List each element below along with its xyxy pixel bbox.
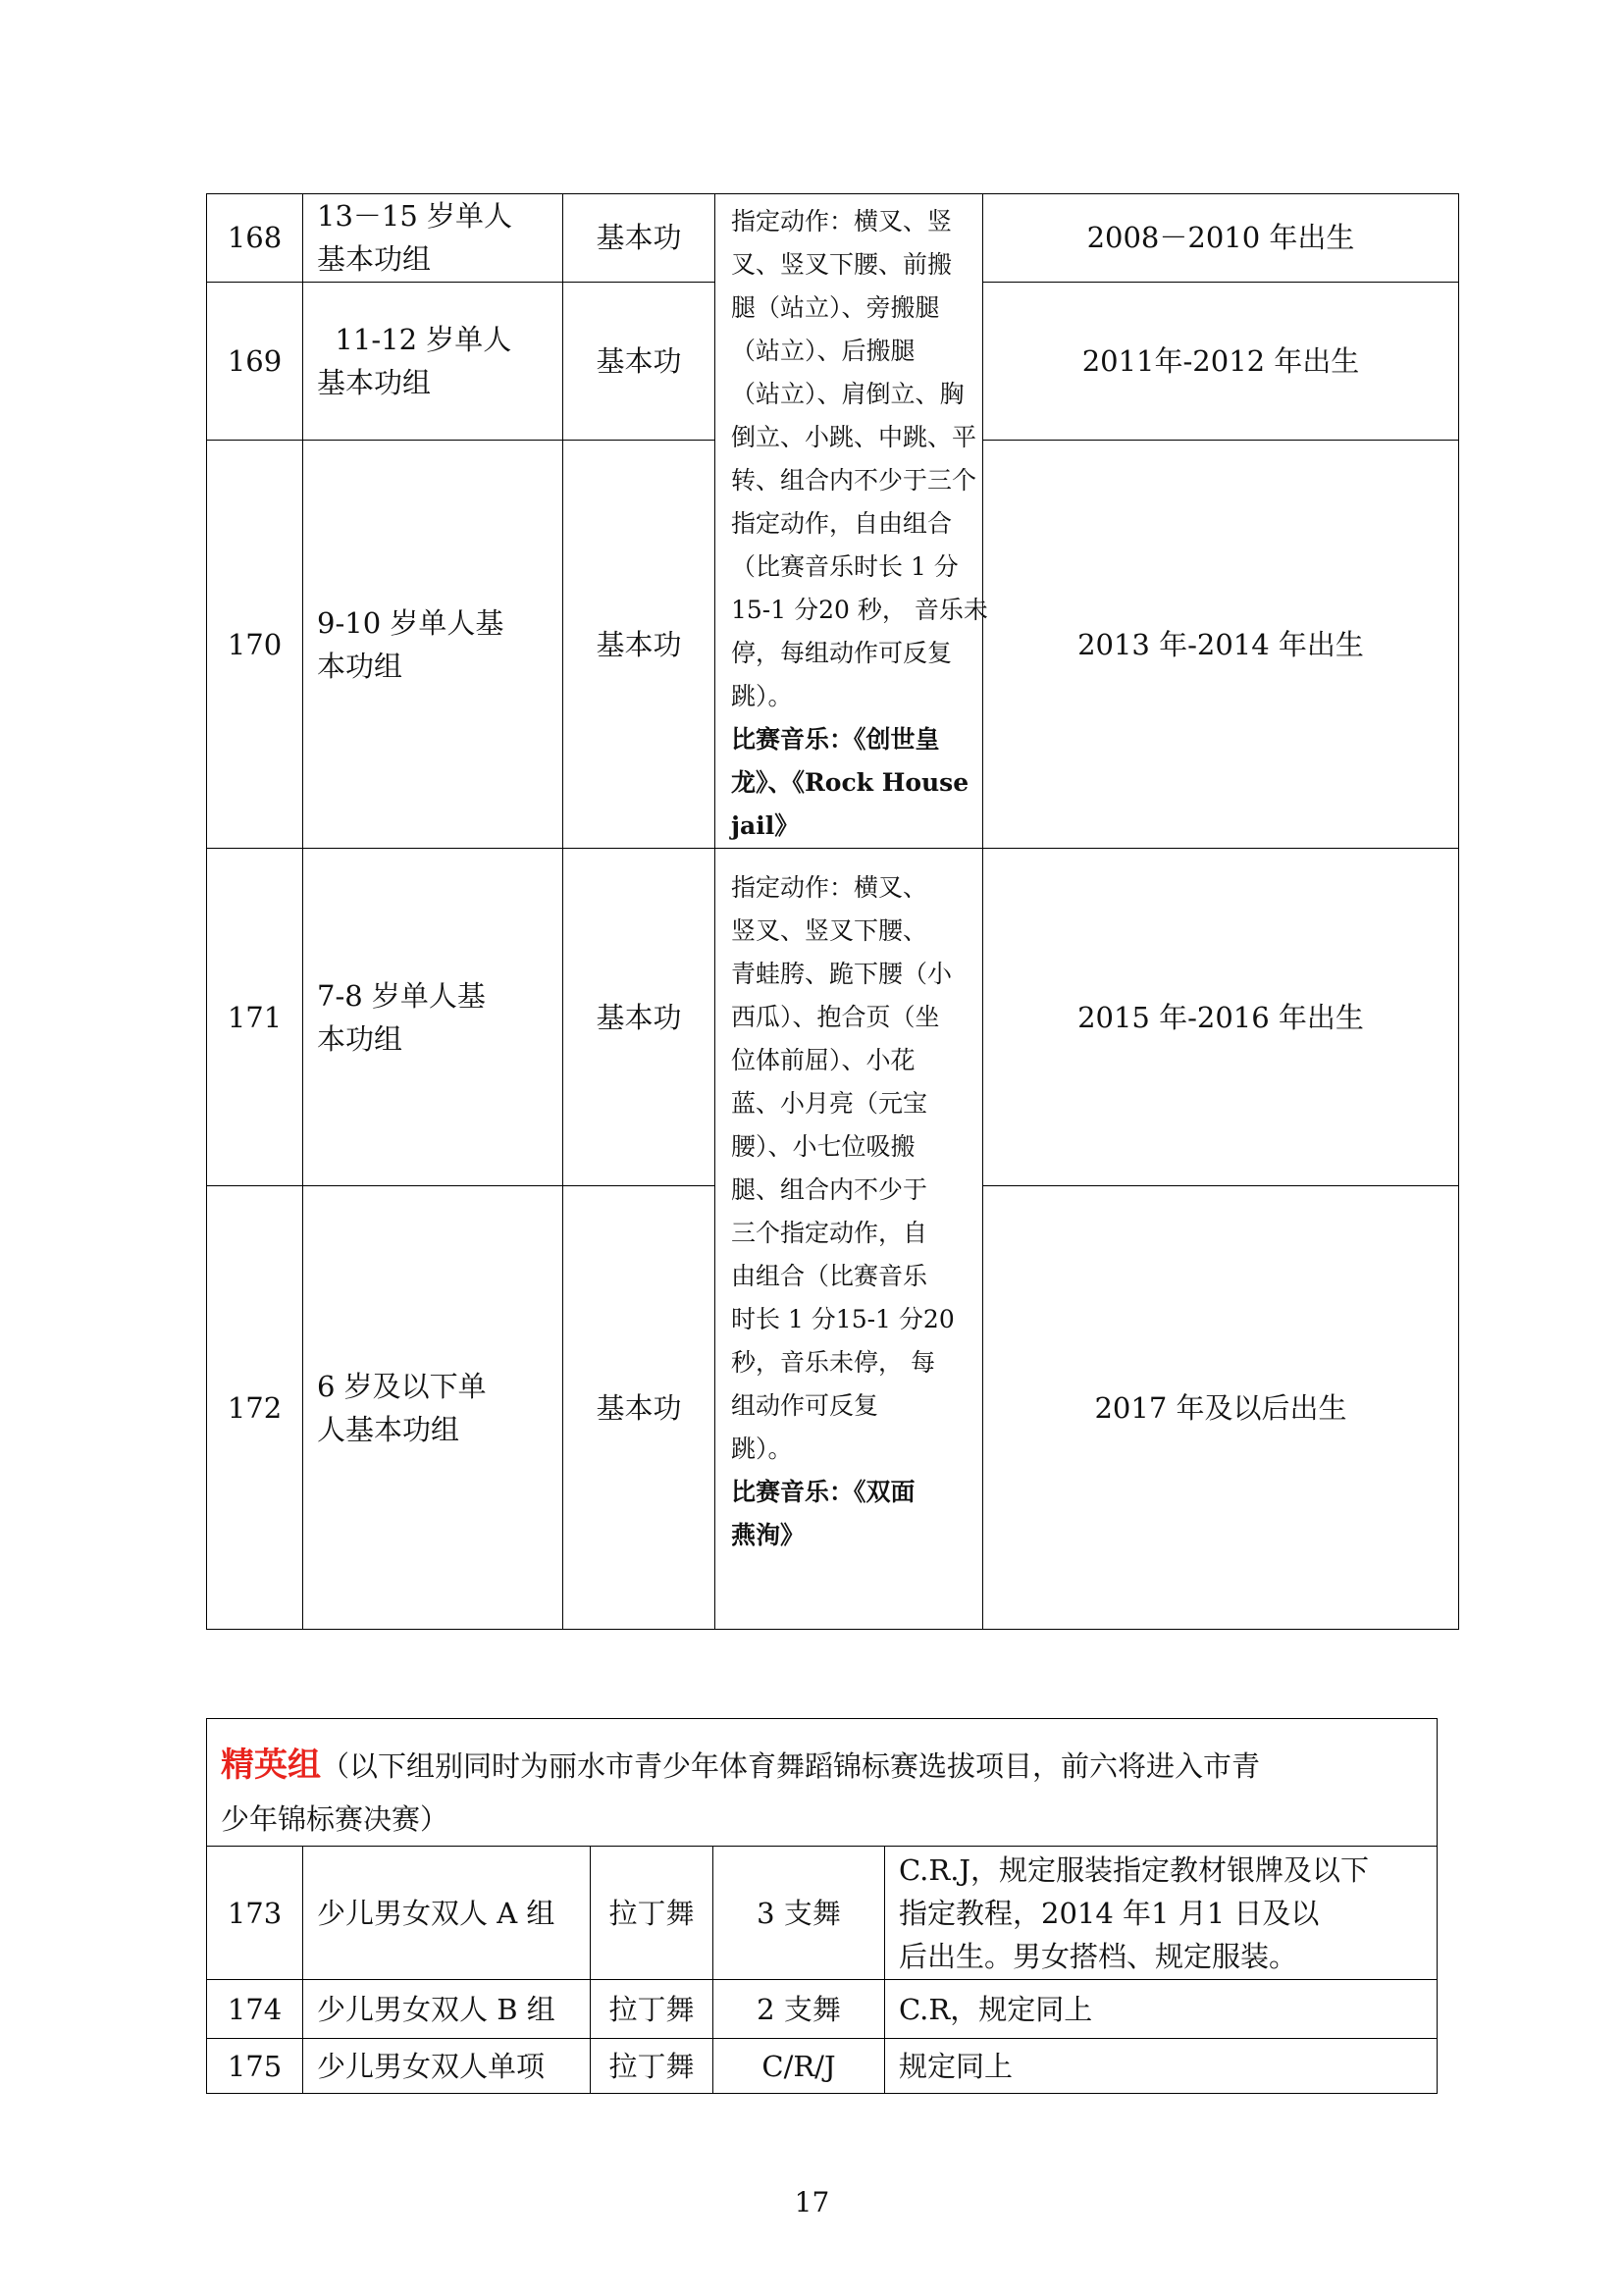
row-number: 173 bbox=[207, 1847, 303, 1980]
dance-type: 拉丁舞 bbox=[591, 2039, 713, 2094]
elite-header: 精英组（以下组别同时为丽水市青少年体育舞蹈锦标赛选拔项目，前六将进入市青 少年锦标赛决赛） bbox=[207, 1719, 1438, 1847]
birth-requirement: 2011年-2012 年出生 bbox=[983, 282, 1459, 440]
page-number: 17 bbox=[794, 2186, 830, 2218]
birth-requirement: 2013 年-2014 年出生 bbox=[983, 441, 1459, 849]
dance-type: 拉丁舞 bbox=[591, 1847, 713, 1980]
table-row bbox=[207, 1847, 1438, 1980]
table-row bbox=[207, 2039, 1438, 2094]
elite-title: 精英组 bbox=[221, 1746, 321, 1785]
requirement: C.R，规定同上 bbox=[885, 1980, 1438, 2039]
group-name: 7-8 岁单人基 本功组 bbox=[303, 849, 563, 1186]
requirement: 规定同上 bbox=[885, 2039, 1438, 2094]
table-row bbox=[207, 1980, 1438, 2039]
row-number: 172 bbox=[207, 1186, 303, 1630]
dance-count: C/R/J bbox=[713, 2039, 885, 2094]
dance-type: 拉丁舞 bbox=[591, 1980, 713, 2039]
group-name: 少儿男女双人 B 组 bbox=[303, 1980, 591, 2039]
dance-type: 基本功 bbox=[563, 441, 715, 849]
group-name: 9-10 岁单人基 本功组 bbox=[303, 441, 563, 849]
basic-skills-table bbox=[206, 193, 1459, 1630]
requirement: C.R.J，规定服装指定教材银牌及以下 指定教程，2014 年1 月1 日及以 后出生。男女搭档、规定服装。 bbox=[885, 1847, 1438, 1980]
dance-type: 基本功 bbox=[563, 849, 715, 1186]
elite-group-table bbox=[206, 1718, 1438, 2094]
birth-requirement: 2017 年及以后出生 bbox=[983, 1186, 1459, 1630]
row-number: 169 bbox=[207, 282, 303, 440]
elite-header-row bbox=[207, 1719, 1438, 1847]
row-number: 175 bbox=[207, 2039, 303, 2094]
group-name: 11-12 岁单人 基本功组 bbox=[303, 282, 563, 440]
group-name: 少儿男女双人 A 组 bbox=[303, 1847, 591, 1980]
table-row bbox=[207, 849, 1459, 1186]
dance-count: 3 支舞 bbox=[713, 1847, 885, 1980]
dance-count: 2 支舞 bbox=[713, 1980, 885, 2039]
group-name: 6 岁及以下单 人基本功组 bbox=[303, 1186, 563, 1630]
row-number: 168 bbox=[207, 194, 303, 283]
group-name: 13－15 岁单人 基本功组 bbox=[303, 194, 563, 283]
group-name: 少儿男女双人单项 bbox=[303, 2039, 591, 2094]
competition-music: 比赛音乐：《创世皇 bbox=[731, 725, 940, 754]
row-number: 170 bbox=[207, 441, 303, 849]
elite-note: （以下组别同时为丽水市青少年体育舞蹈锦标赛选拔项目，前六将进入市青 bbox=[321, 1749, 1261, 1783]
row-number: 174 bbox=[207, 1980, 303, 2039]
dance-type: 基本功 bbox=[563, 282, 715, 440]
birth-requirement: 2015 年-2016 年出生 bbox=[983, 849, 1459, 1186]
row-number: 171 bbox=[207, 849, 303, 1186]
dance-type: 基本功 bbox=[563, 1186, 715, 1630]
birth-requirement: 2008－2010 年出生 bbox=[983, 194, 1459, 283]
movement-description: 指定动作：横叉、 竖叉、竖叉下腰、 青蛙胯、跪下腰（小 西瓜）、抱合页（坐 位体前屈）、小花 蓝、小月亮（元宝 腰）、小七位吸搬 腿、组合内不少于 三个指定动作，自 由组合（比赛音乐 时长 1 分15-1 分20 秒，音乐未停， 每 组动作可反复 跳）。 比赛音乐：《双面 燕洵》 bbox=[715, 849, 983, 1630]
movement-description: 指定动作：横叉、竖 叉、竖叉下腰、前搬 腿（站立）、旁搬腿 （站立）、后搬腿 （站立）、肩倒立、胸 倒立、小跳、中跳、平 转、组合内不少于三个 指定动作，自由组合 （比赛音乐时长 1 分 15-1 分20 秒， 音乐未 停，每组动作可反复 跳）。 比赛音乐：《创世皇 龙》、《Rock House jail》 bbox=[715, 194, 983, 849]
competition-music: 比赛音乐：《双面 bbox=[731, 1478, 916, 1506]
table-row bbox=[207, 194, 1459, 283]
dance-type: 基本功 bbox=[563, 194, 715, 283]
